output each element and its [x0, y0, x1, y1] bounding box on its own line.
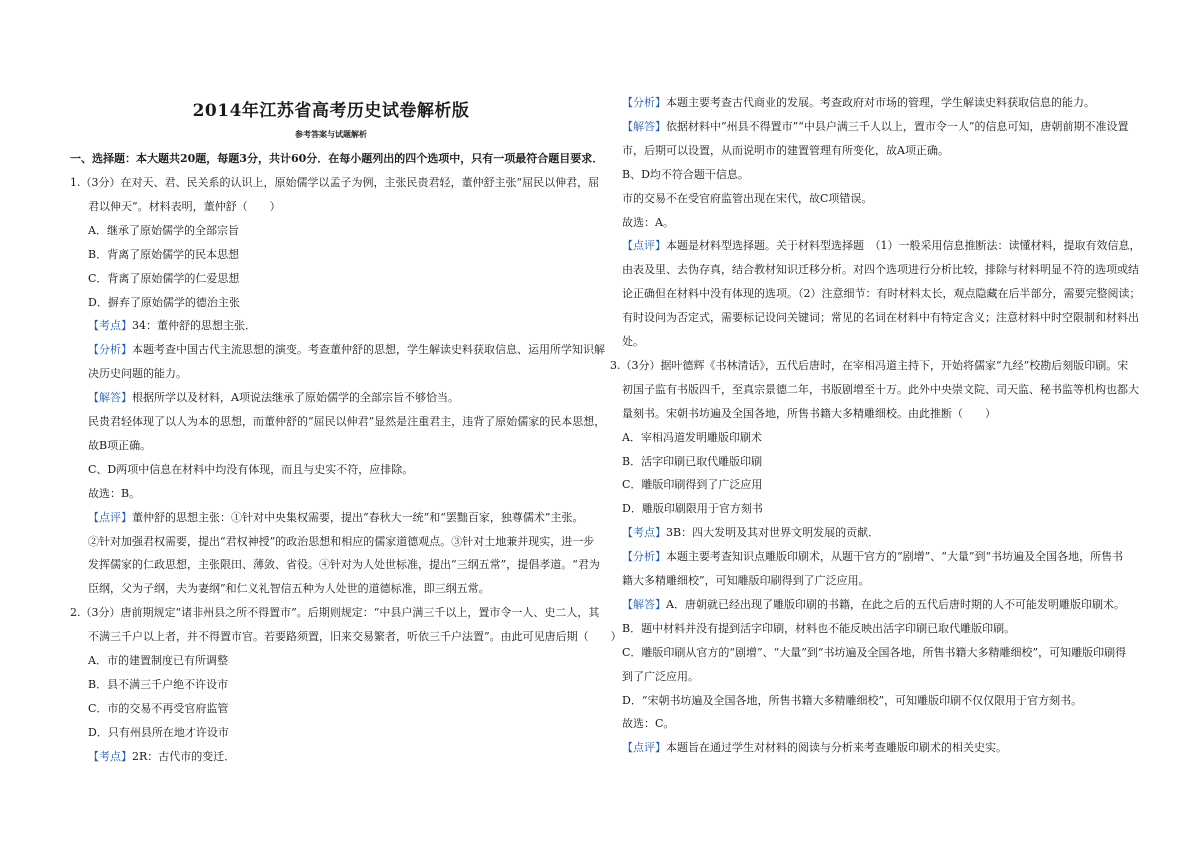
text-line	[70, 582, 490, 596]
line-text: D．只有州县所在地才许设市	[88, 725, 229, 739]
text-line	[70, 678, 228, 692]
text-line	[70, 535, 594, 549]
line-text: 到了广泛应用。	[622, 669, 699, 683]
line-text: A．继承了原始儒学的全部宗旨	[88, 223, 239, 237]
text-line	[70, 176, 599, 190]
text-line	[622, 478, 762, 492]
text-line	[622, 192, 872, 206]
line-text: 3B：四大发明及其对世界文明发展的贡献．	[666, 526, 880, 540]
text-line	[70, 606, 599, 620]
text-line	[622, 239, 1141, 253]
label-tag-fenxi: 【分析】	[88, 343, 132, 357]
label-tag-kaodian: 【考点】	[88, 319, 132, 333]
text-line	[70, 224, 239, 238]
line-text: D．摒弃了原始儒学的德治主张	[88, 295, 240, 309]
text-line	[70, 248, 239, 262]
line-text: 本题主要考查知识点雕版印刷术，从题干官方的“剧增”、“大量”到“书坊遍及全国各地，所售书	[666, 550, 1124, 564]
text-line	[622, 311, 1139, 325]
label-tag-dianping: 【点评】	[622, 741, 666, 755]
text-line	[70, 343, 605, 357]
line-text: 故选：A。	[622, 215, 674, 229]
text-line	[70, 319, 256, 333]
line-text: 籍大多精雕细校”，可知雕版印刷得到了广泛应用。	[622, 574, 870, 587]
line-text: 根据所学以及材料，A项说法继承了原始儒学的全部宗旨不够恰当。	[132, 391, 459, 405]
line-text: C．背离了原始儒学的仁爱思想	[88, 271, 240, 285]
text-line	[70, 487, 140, 501]
text-line	[70, 726, 229, 740]
line-text: 不满三千户以上者，并不得置市官。若要路须置，旧来交易繁者，听依三千户法置”。由此可见唐后期（ ）	[88, 630, 622, 644]
text-line	[70, 750, 235, 764]
line-text: 故选：C。	[622, 717, 675, 731]
line-text: 量刻书。宋朝书坊遍及全国各地，所售书籍大多精雕细校。由此推断（ ）	[622, 406, 996, 420]
label-tag-kaodian: 【考点】	[88, 749, 132, 763]
text-line	[622, 455, 762, 469]
text-line	[622, 263, 1139, 277]
line-text: 本题主要考查古代商业的发展。考查政府对市场的管理，学生解读史料获取信息的能力。	[666, 96, 1095, 109]
line-text: 民贵君轻体现了以人为本的思想，而董仲舒的“屈民以伸君”显然是注重君主，违背了原始儒家的民本思想，	[88, 415, 606, 428]
line-text: 市，后期可以设置，从而说明市的建置管理有所变化，故A项正确。	[622, 143, 949, 157]
text-line	[622, 431, 762, 445]
text-line	[70, 200, 281, 214]
line-text: B．县不满三千户绝不许设市	[88, 677, 229, 691]
page-title: 2014年江苏省高考历史试卷解析版	[192, 101, 470, 121]
line-text: B．题中材料并没有提到活字印刷，材料也不能反映出活字印刷已取代雕版印刷。	[622, 621, 1016, 635]
label-tag-kaodian: 【考点】	[622, 526, 666, 540]
line-text: D．“宋朝书坊遍及全国各地，所售书籍大多精雕细校”，可知雕版印刷不仅仅限用于官方刻书。	[622, 693, 1083, 707]
line-text: A．唐朝就已经出现了雕版印刷的书籍，在此之后的五代后唐时期的人不可能发明雕版印刷术。	[666, 597, 1125, 611]
line-text: 处。	[622, 335, 644, 348]
text-line	[70, 367, 187, 381]
line-text: 发挥儒家的仁政思想，主张限田、薄敛、省役。④针对为人处世标准，提出“三纲五常”，提倡孝道。“君为	[88, 558, 600, 572]
line-text: C、D两项中信息在材料中均没有体现，而且与史实不符，应排除。	[88, 462, 414, 476]
label-tag-dianping: 【点评】	[88, 510, 132, 524]
line-text: 本题旨在通过学生对材料的阅读与分析来考查雕版印刷术的相关史实。	[666, 741, 1007, 755]
label-tag-jieda: 【解答】	[622, 119, 666, 133]
section-heading: 一、选择题：本大题共20题，每题3分，共计60分．在每小题列出的四个选项中，只有一项最符合题目要求．	[70, 152, 604, 165]
line-text: 故选：B。	[88, 486, 141, 500]
page-subtitle: 参考答案与试题解析	[295, 129, 367, 139]
line-text: 故B项正确。	[88, 438, 152, 452]
text-line	[70, 630, 622, 644]
text-line	[622, 407, 996, 421]
line-text: C．雕版印刷得到了广泛应用	[622, 478, 763, 492]
text-line	[70, 272, 239, 286]
text-line	[622, 550, 1123, 564]
text-line	[622, 526, 879, 540]
label-tag-fenxi: 【分析】	[622, 96, 666, 109]
line-text: 由表及里、去伪存真，结合教材知识迁移分析。对四个选项进行分析比较，排除与材料明显不符的选项或结	[622, 263, 1139, 277]
line-text: 34：董仲舒的思想主张．	[132, 319, 256, 333]
line-text: A．市的建置制度已有所调整	[88, 654, 228, 667]
line-text: 本题考查中国古代主流思想的演变。考查董仲舒的思想，学生解读史料获取信息、运用所学知识解	[132, 343, 605, 357]
line-text: 董仲舒的思想主张：①针对中央集权需要，提出“春秋大一统”和“罢黜百家，独尊儒术”主张。	[132, 510, 584, 524]
text-line	[622, 622, 1015, 636]
line-text: 决历史问题的能力。	[88, 367, 187, 381]
text-line	[622, 144, 949, 158]
line-text: 初国子监有书版四千，至真宗景德二年，书版剧增至十万。此外中央崇文院、司天监、秘书监等机构也都大	[622, 382, 1139, 396]
text-line	[622, 335, 644, 349]
text-line	[622, 96, 1095, 110]
text-line	[70, 391, 459, 405]
text-line	[622, 383, 1139, 397]
text-line	[70, 296, 240, 310]
line-text: B．活字印刷已取代雕版印刷	[622, 454, 763, 468]
text-line	[610, 359, 1128, 373]
text-line	[622, 168, 749, 182]
line-text: B、D均不符合题干信息。	[622, 167, 749, 181]
line-text: 本题是材料型选择题。关于材料型选择题 （1）一般采用信息推断法：读懂材料，提取有效信息，	[666, 239, 1141, 253]
text-line	[70, 654, 228, 668]
text-line	[622, 670, 699, 684]
text-line	[70, 558, 600, 572]
text-line	[622, 574, 870, 588]
text-line	[70, 702, 228, 716]
line-text: 依据材料中“州县不得置市”“中县户满三千人以上，置市令一人”的信息可知，唐朝前期不准设置	[666, 119, 1129, 133]
text-line	[70, 511, 584, 525]
label-tag-dianping: 【点评】	[622, 239, 666, 253]
line-text: D．雕版印刷限用于官方刻书	[622, 502, 763, 516]
text-line	[622, 598, 1125, 612]
text-line	[70, 415, 605, 429]
text-line	[622, 717, 674, 731]
label-tag-fenxi: 【分析】	[622, 550, 666, 564]
text-line	[622, 741, 1007, 755]
text-line	[622, 694, 1082, 708]
line-text: 2R：古代市的变迁．	[132, 749, 236, 763]
text-line	[70, 463, 413, 477]
line-text: 臣纲，父为子纲，夫为妻纲”和仁义礼智信五种为人处世的道德标准，即三纲五常。	[88, 582, 490, 596]
line-text: C．市的交易不再受官府监管	[88, 701, 229, 715]
line-text: ②针对加强君权需要，提出“君权神授”的政治思想和相应的儒家道德观点。③针对土地兼并现实，进一步	[88, 534, 595, 548]
line-text: 君以伸天”。材料表明，董仲舒（ ）	[88, 199, 281, 213]
text-line	[622, 502, 763, 516]
line-text: C．雕版印刷从官方的“剧增”、“大量”到“书坊遍及全国各地，所售书籍大多精雕细校”，可知雕版印刷得	[622, 645, 1127, 659]
text-line	[622, 287, 1141, 301]
label-tag-jieda: 【解答】	[622, 597, 666, 611]
line-text: 2.（3分）唐前期规定“诸非州县之所不得置市”。后期则规定：“中县户满三千以上，置市令一人、史二人，其	[70, 606, 600, 620]
line-text: 3.（3分）据叶德辉《书林清话》，五代后唐时，在宰相冯道主持下，开始将儒家“九经”校勘后刻版印刷。宋	[610, 358, 1129, 372]
line-text: B．背离了原始儒学的民本思想	[88, 247, 240, 261]
label-tag-jieda: 【解答】	[88, 391, 132, 405]
line-text: 市的交易不在受官府监管出现在宋代，故C项错误。	[622, 191, 873, 205]
text-line	[70, 439, 151, 453]
text-line	[622, 216, 674, 230]
line-text: 1.（3分）在对天、君、民关系的认识上，原始儒学以孟子为例，主张民贵君轻，董仲舒主张“屈民以伸君，屈	[70, 176, 600, 189]
text-line	[622, 646, 1126, 660]
line-text: 论正确但在材料中没有体现的选项。（2）注意细节：有时材料太长，观点隐藏在后半部分，需要完整阅读；	[622, 287, 1141, 301]
line-text: 有时设问为否定式，需要标记设问关键词；常见的名词在材料中有特定含义；注意材料中时空限制和材料出	[622, 311, 1139, 325]
text-line	[622, 120, 1129, 134]
line-text: A．宰相冯道发明雕版印刷术	[622, 430, 762, 444]
